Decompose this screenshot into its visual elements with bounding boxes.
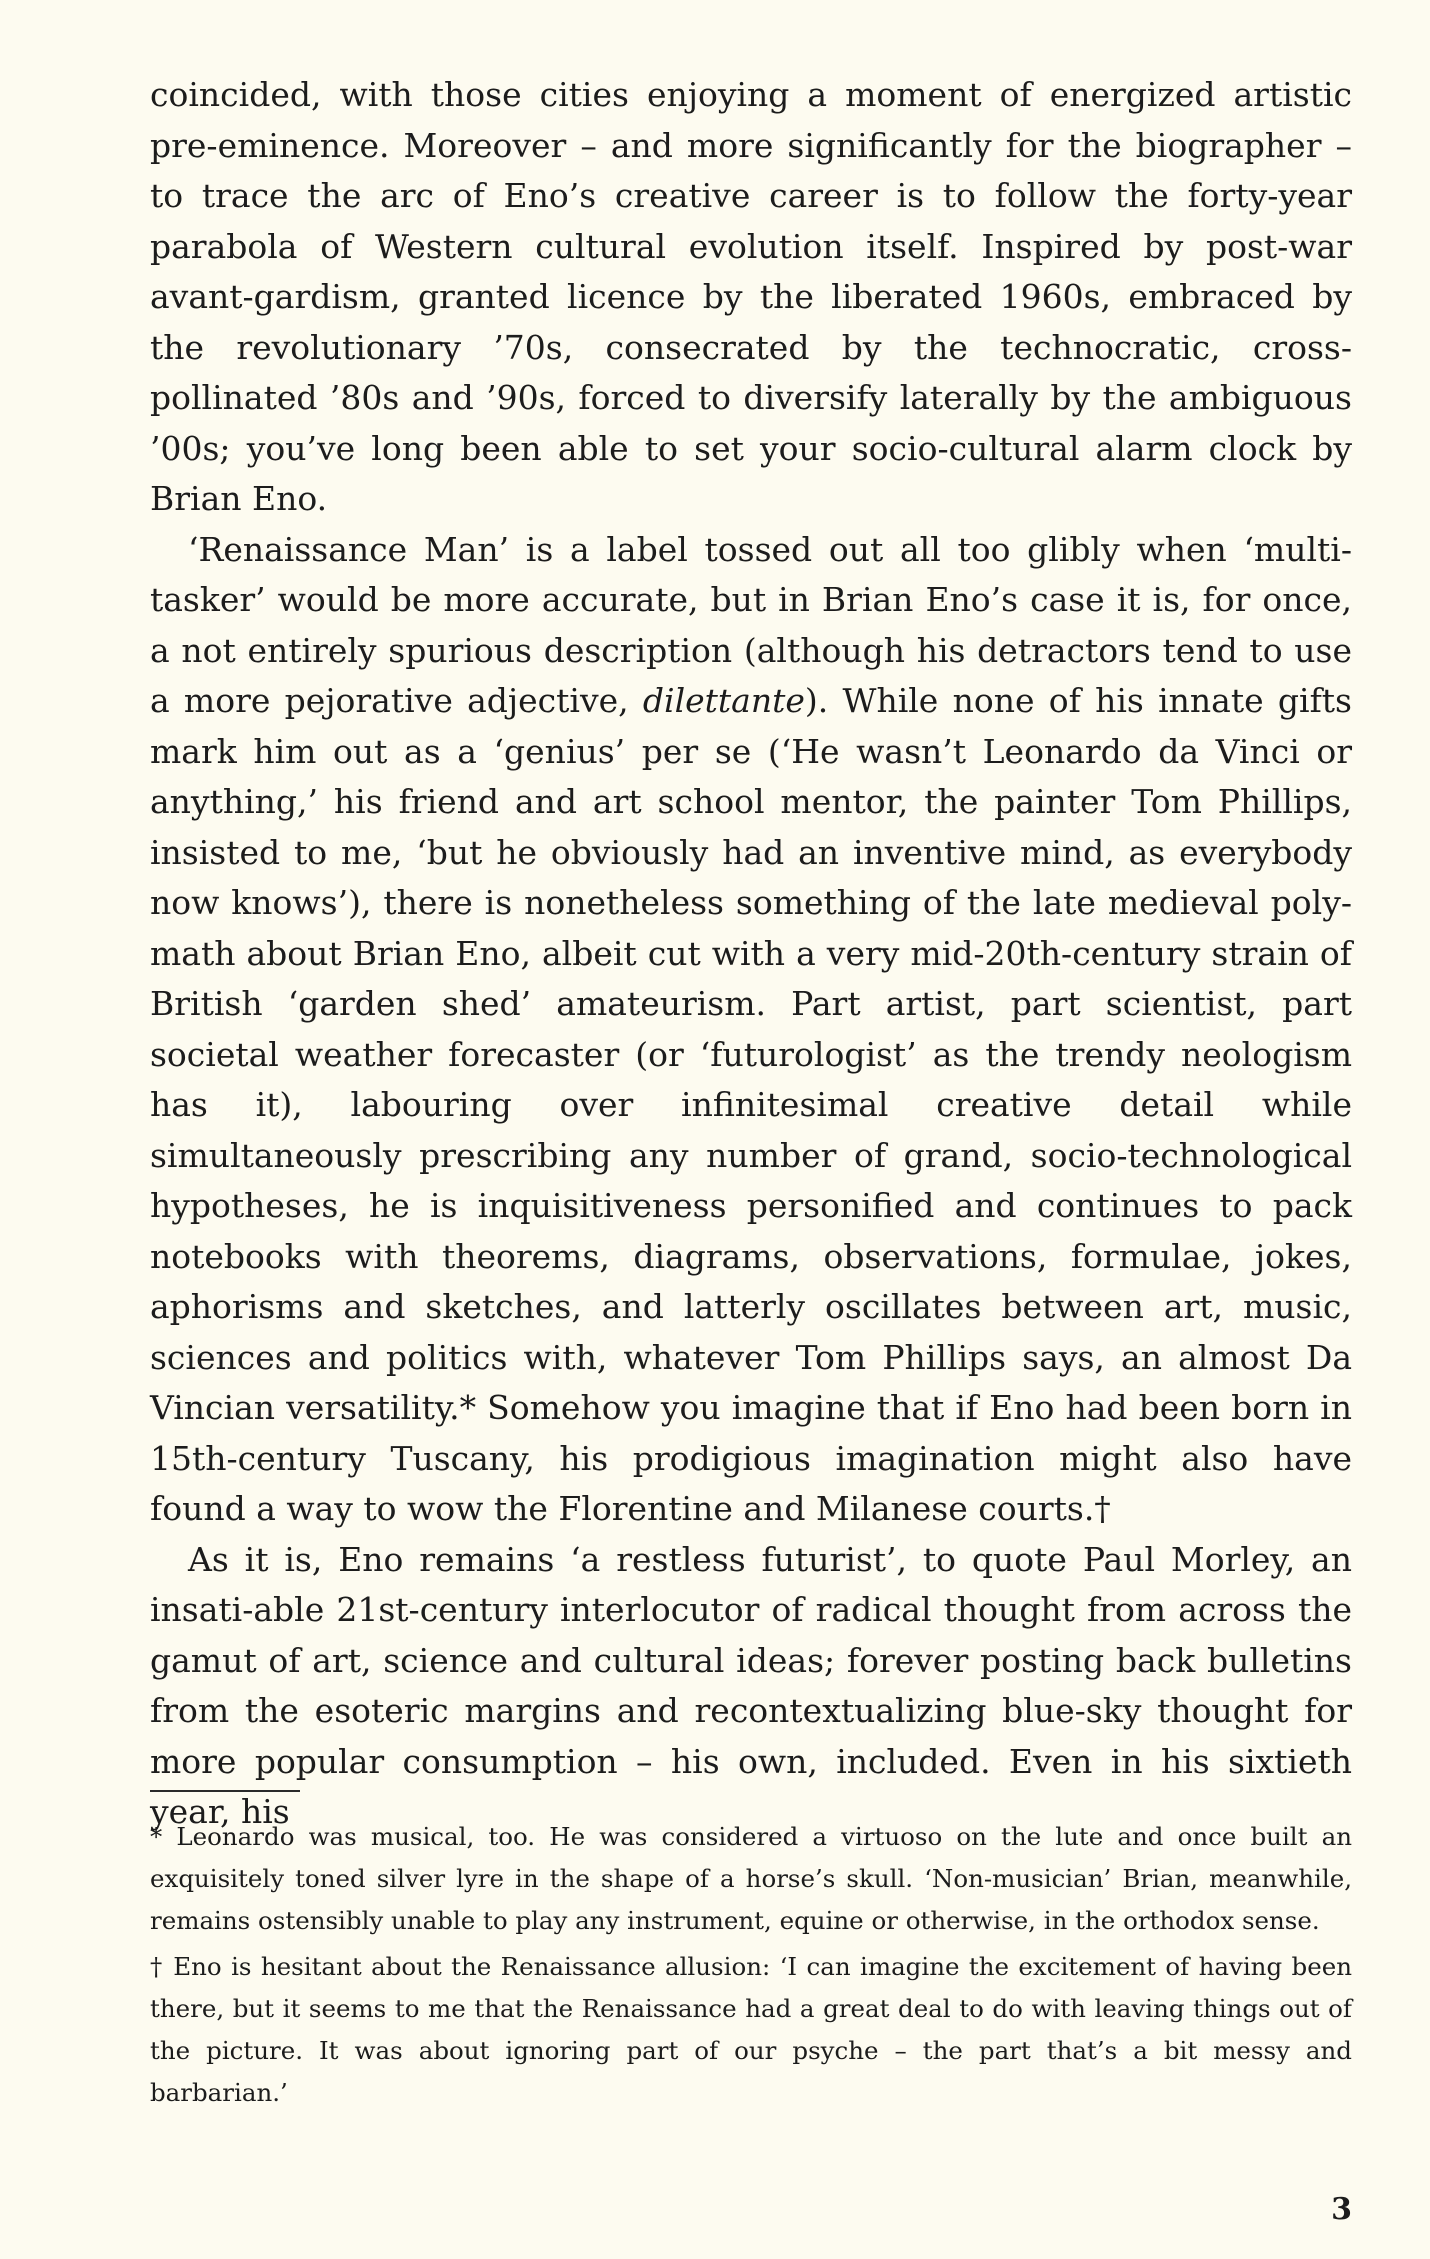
footnote-dagger: † Eno is hesitant about the Renaissance allusion: ‘I can imagine the excitement of having been there, but it seems to me that the Renaissance had a great deal to do with leaving things out of the picture. It was about ignoring part of our psyche – the part that’s a bit messy and barbarian.’ — [150, 1952, 1352, 2107]
paragraph-2-text-a: ‘Renaissance Man’ is a label tossed out all too glibly when ‘multi-tasker’ would be more accurate, but in Brian Eno’s case it is, for once, a not entirely spurious description (although his detractors tend to use a more pejorative adjective, — [150, 529, 1352, 720]
paragraph-1 — [150, 70, 1352, 525]
footnote-asterisk: * Leonardo was musical, too. He was considered a virtuoso on the lute and once built an exquisitely toned silver lyre in the shape of a horse’s skull. ‘Non-musician’ Brian, meanwhile, remains ostensibly unable to play any instrument, equine or otherwise, in the orthodox sense. — [150, 1822, 1352, 1935]
page-number: 3 — [1331, 2192, 1352, 2227]
paragraph-2-text-b: ). While none of his innate gifts mark him out as a ‘genius’ per se (‘He wasn’t Leonardo da Vinci or anything,’ his friend and art school mentor, the painter Tom Phillips, insisted to me, ‘but he obviously had an inventive mind, as everybody now knows’), there is nonetheless something of the late medieval poly-math about Brian Eno, albeit cut with a very mid-20th-century strain of British ‘garden shed’ amateurism. Part artist, part scientist, part societal weather forecaster (or ‘futurologist’ as the trendy neologism has it), labouring over infinitesimal creative detail while simultaneously prescribing any number of grand, socio-technological hypotheses, he is inquisitiveness personified and continues to pack notebooks with theorems, diagrams, observations, formulae, jokes, aphorisms and sketches, and latterly oscillates between art, music, sciences and politics with, whatever Tom Phillips says, an almost Da Vincian versatility.* Somehow you imagine that if Eno had been born in 15th-century Tuscany, his prodigious imagination might also have found a way to wow the Florentine and Milanese courts.† — [150, 681, 1352, 1528]
paragraph-3 — [150, 1535, 1352, 1838]
paragraph-2 — [150, 525, 1352, 1535]
footnote-divider — [150, 1790, 300, 1792]
body-text — [150, 70, 1352, 1838]
paragraph-2-italic-term: dilettante — [642, 681, 805, 720]
footnotes — [150, 1816, 1352, 2118]
paragraph-3-text: As it is, Eno remains ‘a restless futurist’, to quote Paul Morley, an insati-able 21st-century interlocutor of radical thought from across the gamut of art, science and cultural ideas; forever posting back bulletins from the esoteric margins and recontextualizing blue-sky thought for more popular consumption – his own, included. Even in his sixtieth year, his — [150, 1539, 1352, 1831]
paragraph-1-text: coincided, with those cities enjoying a moment of energized artistic pre-eminence. Moreover – and more significantly for the biographer – to trace the arc of Eno’s creative career is to follow the forty-year parabola of Western cultural evolution itself. Inspired by post-war avant-gardism, granted licence by the liberated 1960s, embraced by the revolutionary ’70s, consecrated by the technocratic, cross-pollinated ’80s and ’90s, forced to diversify laterally by the ambiguous ’00s; you’ve long been able to set your socio-cultural alarm clock by Brian Eno. — [150, 75, 1352, 518]
